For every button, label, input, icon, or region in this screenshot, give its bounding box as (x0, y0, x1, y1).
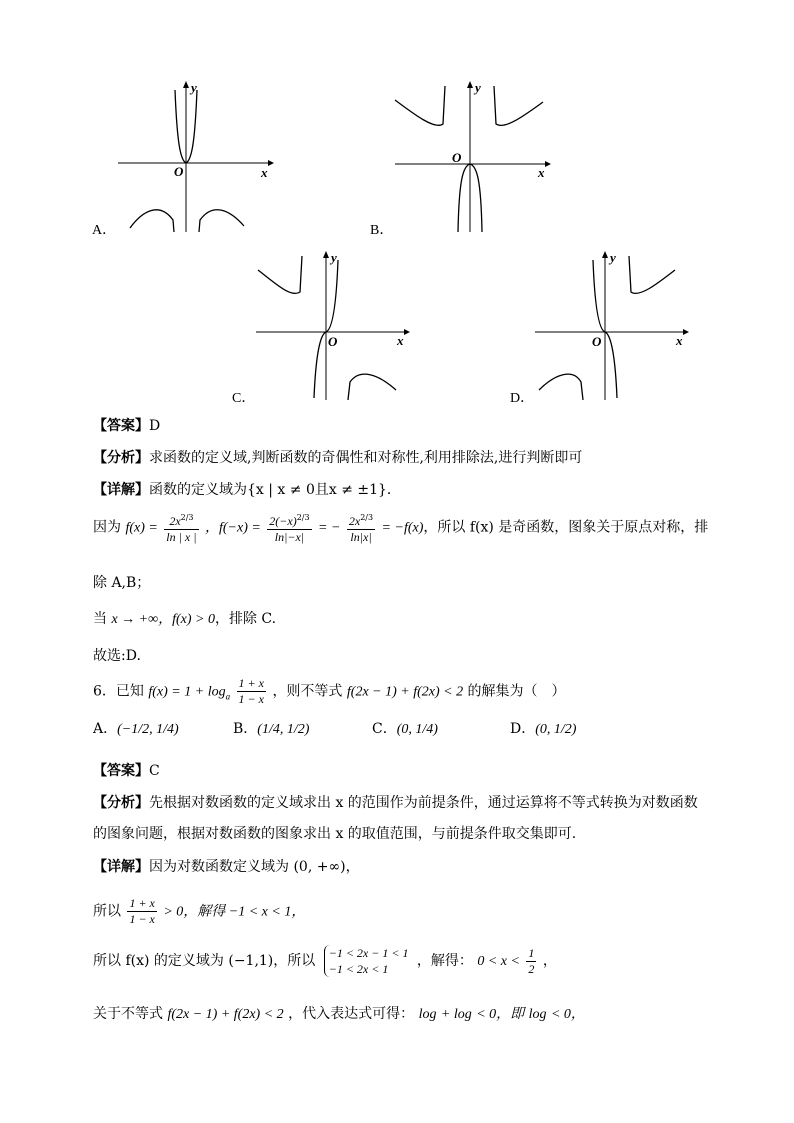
when-line (93, 608, 276, 628)
f-eq-neg: = − (318, 520, 341, 536)
svg-text:O: O (592, 334, 602, 349)
svg-text:y: y (475, 80, 481, 95)
q6-log-base: a (225, 691, 231, 702)
svg-text:x: x (538, 165, 545, 180)
q6-option-b[interactable]: B．(1/4, 1/2) (233, 721, 310, 737)
graph-c (256, 250, 416, 400)
conclusion-text: ，所以 f(x) 是奇函数，图象关于原点对称，排 (423, 519, 709, 536)
f-neg2-fraction: $\frac{2x^{2/3}}{\ln|x|}$ (347, 510, 375, 545)
graph-c-label: C． (232, 391, 256, 406)
graph-a-label: A． (92, 223, 117, 238)
answer5-line (93, 415, 160, 435)
q6-detail-1: 因为对数函数定义域为 (0, +∞)， (149, 859, 360, 875)
graph-a (118, 80, 278, 232)
svg-text:x: x (676, 333, 683, 348)
q6-ineq-post: 的解集为（ ） (467, 683, 566, 700)
q6-fraction: $\frac{1 + x}{1 - x}$ (238, 676, 264, 706)
svg-text:x: x (397, 333, 404, 348)
choose-text: 故选:D. (93, 648, 141, 664)
exclude-line (93, 572, 150, 592)
f-tail: = −f(x) (381, 520, 424, 536)
q6-domain-line (93, 945, 557, 977)
q6-last-expr2: log (528, 1007, 547, 1022)
svg-text:O: O (174, 164, 184, 179)
exclude-text: 除 A,B； (93, 575, 151, 591)
q6-so-line (93, 896, 305, 927)
answer-tag: 【答案】 (93, 418, 149, 434)
f-def: f(x) = (125, 520, 158, 536)
q6-last-mid: ，代入表达式可得： (288, 1006, 415, 1022)
q6-system: −1 < 2x − 1 < 1 −1 < 2x < 1 (324, 945, 409, 977)
answer-value: D (149, 418, 161, 434)
q6-solve-fraction: $\frac{1}{2}$ (528, 945, 535, 976)
q6-so: 所以 (93, 903, 121, 920)
q6-answer-value: C (149, 763, 160, 779)
when-tail: ，排除 C. (214, 611, 277, 627)
q6-ineq: f(2x − 1) + f(2x) < 2 (346, 684, 464, 700)
q6-ineq-pre: ，则不等式 (272, 683, 343, 700)
analysis-text: 求函数的定义域,判断函数的奇偶性和对称性,利用排除法,进行判断即可 (149, 450, 583, 466)
q6-analysis-line-2 (93, 823, 576, 843)
q6-solve: 0 < x < (477, 954, 520, 969)
q6-last-lt: < 0，即 (476, 1007, 525, 1022)
q6-solve-pre: ，解得： (416, 953, 473, 969)
graph-d-label: D． (510, 391, 535, 406)
q6-domain-pre: 所以 f(x) 的定义域为 (−1,1)，所以 (93, 953, 316, 969)
f-neg-fraction: $\frac{2(-x)^{2/3}}{\ln|-x|}$ (267, 510, 311, 545)
q6-detail-line (93, 856, 360, 876)
q6-option-d[interactable]: D．(0, 1/2) (510, 721, 577, 737)
detail-tag: 【详解】 (93, 482, 149, 498)
when-math: x → +∞，f(x) > 0 (111, 612, 215, 627)
svg-text:y: y (331, 250, 337, 265)
svg-text:x: x (261, 165, 268, 180)
q6-last-end: < 0， (550, 1007, 585, 1022)
q6-last-plus: + log (440, 1007, 472, 1022)
q6-last-line (93, 1003, 585, 1023)
detail5-line (93, 479, 401, 499)
svg-text:y: y (191, 80, 197, 95)
choose-line (93, 645, 141, 665)
q6-stem (93, 676, 566, 707)
analysis5-line (93, 447, 582, 467)
graph-b-label: B． (370, 223, 394, 238)
q6-last-pre: 关于不等式 (93, 1006, 163, 1022)
q6-last-expr: log (418, 1007, 437, 1022)
because-text: 因为 (93, 519, 121, 536)
q6-last-ineq: f(2x − 1) + f(2x) < 2 (167, 1007, 284, 1022)
graph-b (395, 80, 555, 232)
svg-text:y: y (610, 250, 616, 265)
because-line (93, 510, 708, 545)
q6-answer-tag: 【答案】 (93, 763, 149, 779)
q6-number: 6．已知 (93, 683, 144, 700)
q6-option-c[interactable]: C．(0, 1/4) (372, 721, 438, 737)
f-neg: ，f(−x) = (205, 520, 261, 536)
q6-so-fraction: $\frac{1 + x}{1 - x}$ (129, 896, 155, 926)
q6-detail-tag: 【详解】 (93, 859, 149, 875)
q6-analysis-tag: 【分析】 (93, 795, 149, 811)
q6-analysis-line-1 (93, 792, 698, 812)
q6-so-tail: > 0，解得 −1 < x < 1， (163, 904, 306, 920)
q6-f-expr: f(x) = 1 + log (148, 684, 226, 700)
analysis-tag: 【分析】 (93, 450, 149, 466)
q6-solve-tail: ， (542, 953, 557, 969)
svg-text:O: O (452, 150, 462, 165)
detail-text: 函数的定义域为{x | x ≠ 0且x ≠ ±1}． (149, 482, 401, 498)
svg-text:O: O (328, 334, 338, 349)
q6-analysis-2: 的图象问题，根据对数函数的图象求出 x 的取值范围，与前提条件取交集即可. (93, 826, 577, 842)
when-text: 当 (93, 611, 107, 627)
graph-d (535, 250, 695, 400)
q6-option-a[interactable]: A．(−1/2, 1/4) (93, 721, 179, 737)
q6-answer-line (93, 760, 160, 780)
f-fraction: $\frac{2x^{2/3}}{\ln | x |}$ (164, 510, 198, 545)
q6-analysis-1: 先根据对数函数的定义域求出 x 的范围作为前提条件，通过运算将不等式转换为对数函数 (149, 795, 698, 811)
